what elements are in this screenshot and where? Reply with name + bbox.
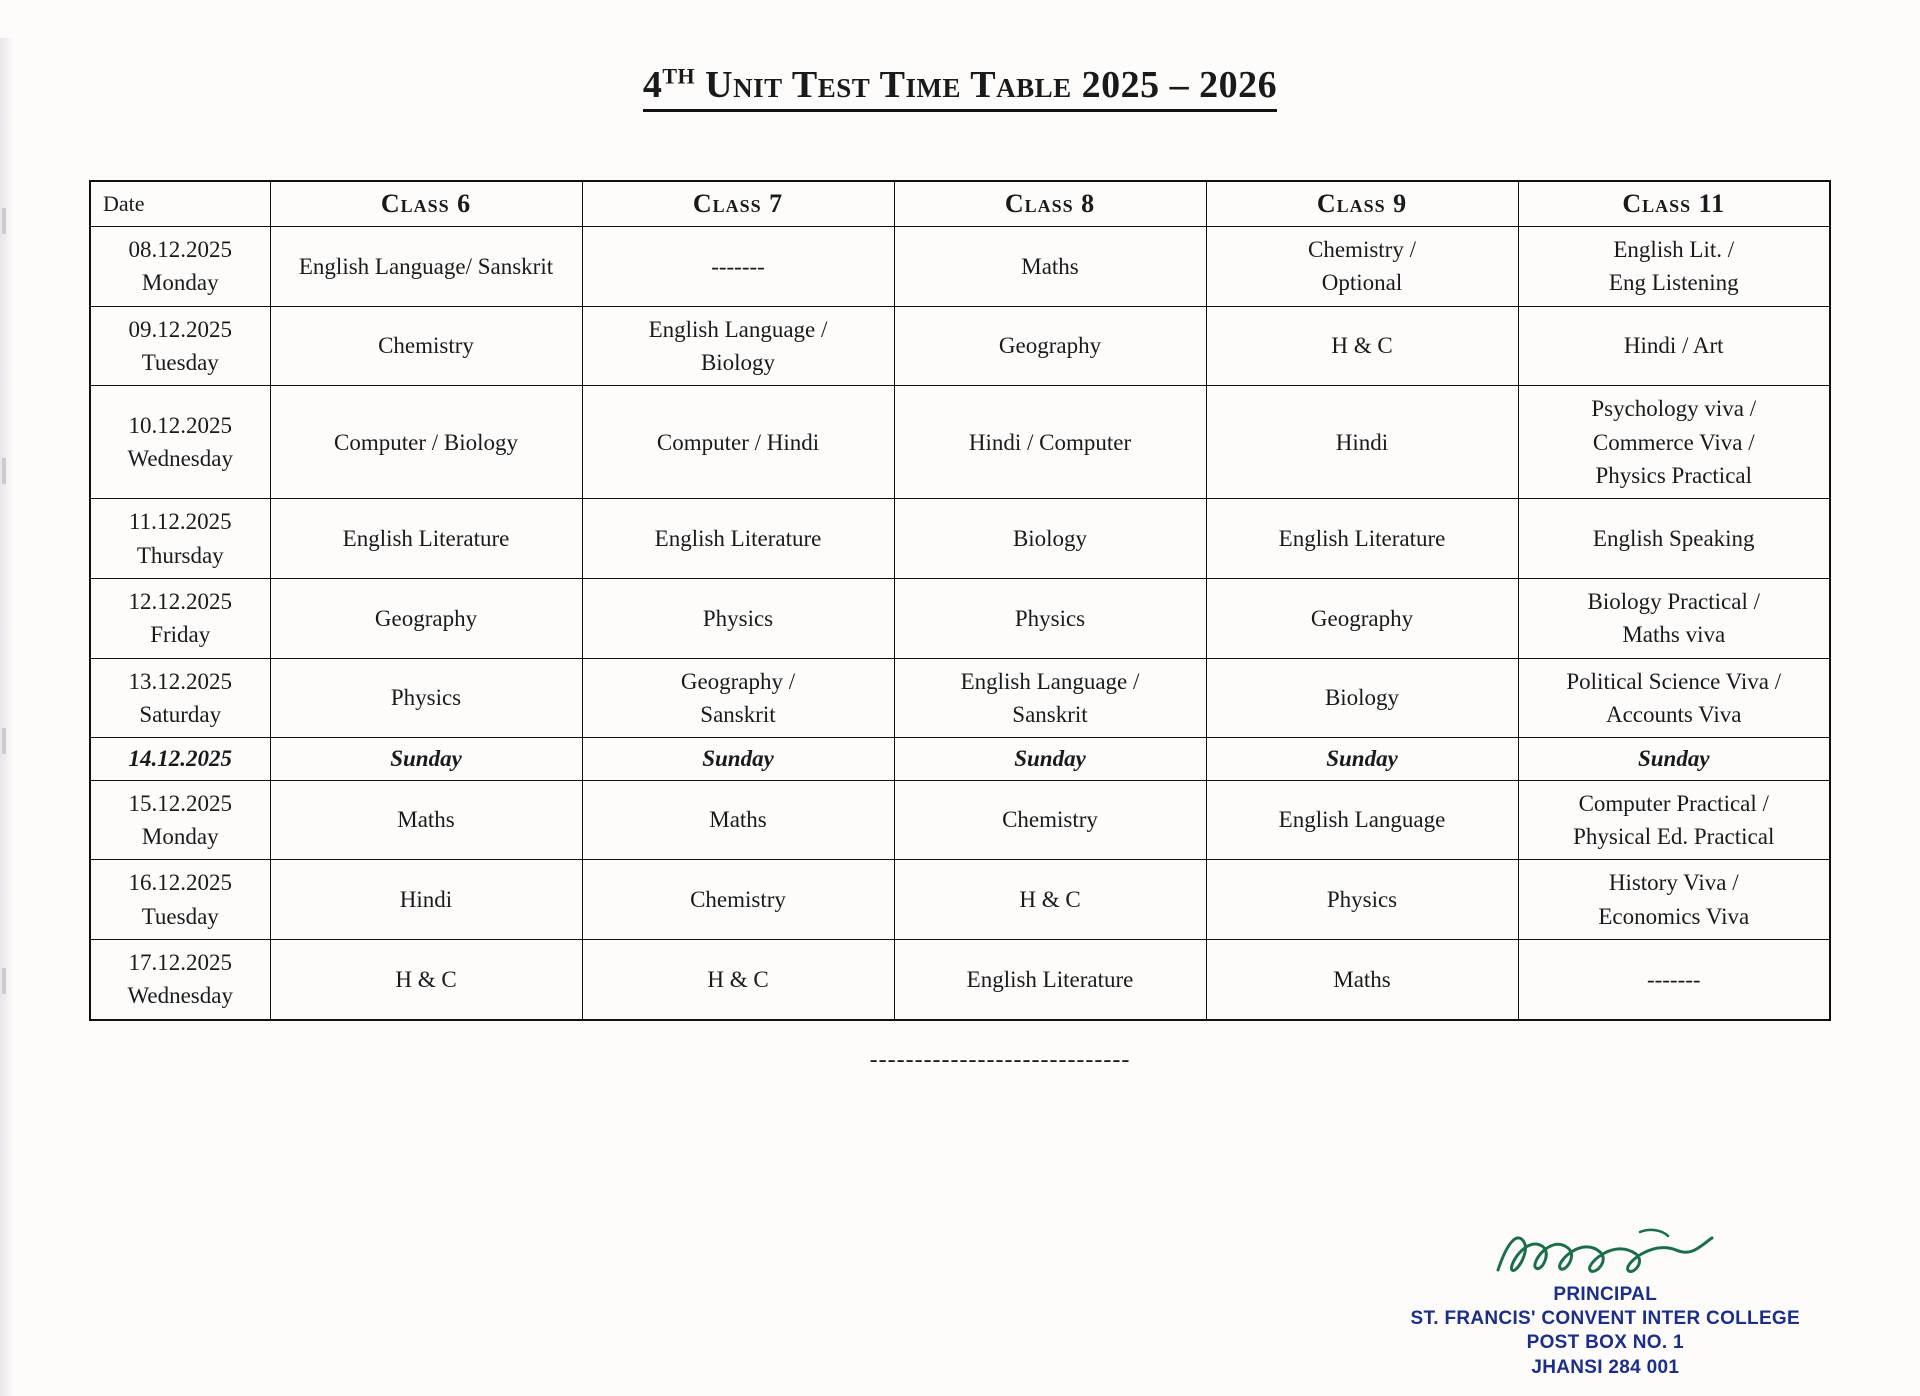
signature-text-lines	[1411, 1283, 1800, 1380]
column-header-class-7: Class 7	[582, 181, 894, 227]
day-value: Saturday	[139, 702, 222, 728]
cell-class-7: H & C	[582, 940, 894, 1020]
paper-edge-mark	[2, 458, 6, 484]
cell-class-11: English Speaking	[1518, 499, 1830, 579]
title-text: Unit Test Time Table 2025 – 2026	[705, 64, 1278, 107]
column-header-class-9: Class 9	[1206, 181, 1518, 227]
table-row	[90, 940, 1830, 1020]
cell-line: Chemistry /	[1308, 236, 1416, 262]
date-value: 17.12.2025	[128, 950, 232, 976]
day-value: Monday	[141, 824, 219, 850]
column-header-class-8: Class 8	[894, 181, 1206, 227]
cell-line: Geography /	[680, 668, 796, 694]
cell-class-6: Hindi	[270, 860, 582, 940]
date-value: 15.12.2025	[128, 790, 232, 816]
cell-class-6: Physics	[270, 658, 582, 738]
table-row	[90, 658, 1830, 738]
date-value: 12.12.2025	[128, 589, 232, 614]
cell-class-7: Computer / Hindi	[582, 386, 894, 499]
cell-class-11: -------	[1518, 940, 1830, 1020]
cell-class-9: English Literature	[1206, 499, 1518, 579]
cell-class-9: Geography	[1206, 579, 1518, 659]
cell-class-8	[894, 658, 1206, 738]
day-value: Thursday	[136, 542, 224, 568]
column-header-class-6: Class 6	[270, 181, 582, 227]
date-value: 13.12.2025	[128, 668, 232, 694]
table-row	[90, 226, 1830, 306]
paper-edge-mark	[2, 728, 6, 754]
day-value: Monday	[141, 270, 219, 296]
cell-line: Psychology viva /	[1591, 396, 1757, 422]
cell-class-6: Sunday	[270, 738, 582, 780]
signature-icon	[1490, 1226, 1720, 1282]
date-value: 16.12.2025	[128, 870, 232, 896]
cell-class-9	[1206, 226, 1518, 306]
title-ordinal-suffix: TH	[662, 63, 696, 89]
cell-class-6: Geography	[270, 579, 582, 659]
header-row	[90, 181, 1830, 227]
paper-left-edge	[0, 38, 14, 1396]
cell-class-7: English Literature	[582, 499, 894, 579]
cell-class-8: Physics	[894, 579, 1206, 659]
title-ordinal-number: 4	[642, 64, 663, 107]
cell-line: English Language /	[960, 668, 1140, 694]
cell-class-8: H & C	[894, 860, 1206, 940]
cell-class-9: H & C	[1206, 306, 1518, 386]
signature-line-principal: PRINCIPAL	[1553, 1283, 1658, 1305]
signature-line-postbox: POST BOX NO. 1	[1526, 1332, 1684, 1354]
day-value: Tuesday	[141, 349, 219, 375]
timetable-header	[90, 181, 1830, 227]
cell-date	[90, 226, 270, 306]
table-row	[90, 386, 1830, 499]
day-value: Wednesday	[127, 446, 233, 472]
day-value: Tuesday	[141, 903, 219, 929]
column-header-date: Date	[90, 181, 270, 227]
cell-line: Maths viva	[1622, 622, 1726, 648]
cell-class-9: Biology	[1206, 658, 1518, 738]
cell-class-11	[1518, 780, 1830, 860]
cell-line: Political Science Viva /	[1566, 668, 1782, 694]
signature-line-school: ST. FRANCIS' CONVENT INTER COLLEGE	[1410, 1308, 1800, 1330]
cell-class-11	[1518, 226, 1830, 306]
cell-line: English Language /	[648, 316, 828, 342]
cell-date	[90, 658, 270, 738]
cell-class-9: Physics	[1206, 860, 1518, 940]
cell-class-8: English Literature	[894, 940, 1206, 1020]
cell-date	[90, 499, 270, 579]
cell-class-7	[582, 658, 894, 738]
page-title	[643, 63, 1277, 112]
signature-line-city: JHANSI 284 001	[1531, 1356, 1680, 1378]
cell-date	[90, 940, 270, 1020]
cell-line: Sanskrit	[700, 702, 776, 728]
footer-separator: -----------------------------	[869, 1046, 1131, 1073]
cell-line: Accounts Viva	[1605, 702, 1742, 728]
cell-line: Economics Viva	[1598, 903, 1750, 929]
cell-class-7: Chemistry	[582, 860, 894, 940]
cell-line: Biology	[700, 349, 776, 375]
cell-class-7: Maths	[582, 780, 894, 860]
principal-signature-block	[1411, 1226, 1800, 1380]
page-title-container	[0, 38, 1920, 138]
cell-class-8: Biology	[894, 499, 1206, 579]
cell-class-11	[1518, 386, 1830, 499]
cell-date	[90, 579, 270, 659]
table-row	[90, 780, 1830, 860]
cell-class-11	[1518, 658, 1830, 738]
cell-date	[90, 780, 270, 860]
date-value: 08.12.2025	[128, 236, 232, 262]
cell-class-6: Computer / Biology	[270, 386, 582, 499]
cell-line: Physical Ed. Practical	[1573, 824, 1775, 850]
cell-line: English Lit. /	[1613, 236, 1735, 262]
cell-class-11	[1518, 860, 1830, 940]
cell-class-6: English Literature	[270, 499, 582, 579]
cell-class-8: Geography	[894, 306, 1206, 386]
cell-line: Eng Listening	[1608, 270, 1739, 296]
cell-class-9: Hindi	[1206, 386, 1518, 499]
cell-line: Physics Practical	[1595, 462, 1752, 488]
cell-class-7: Sunday	[582, 738, 894, 780]
column-header-class-11: Class 11	[1518, 181, 1830, 227]
cell-class-6: Maths	[270, 780, 582, 860]
cell-class-6: H & C	[270, 940, 582, 1020]
table-row	[90, 860, 1830, 940]
cell-class-9: Sunday	[1206, 738, 1518, 780]
cell-class-9: English Language	[1206, 780, 1518, 860]
table-row	[90, 579, 1830, 659]
table-row	[90, 499, 1830, 579]
cell-class-6: Chemistry	[270, 306, 582, 386]
cell-class-9: Maths	[1206, 940, 1518, 1020]
cell-class-8: Chemistry	[894, 780, 1206, 860]
cell-class-8: Sunday	[894, 738, 1206, 780]
timetable-body	[90, 226, 1830, 1019]
cell-date	[90, 386, 270, 499]
cell-line: Optional	[1321, 270, 1403, 296]
cell-line: Commerce Viva /	[1592, 429, 1755, 455]
cell-class-8: Hindi / Computer	[894, 386, 1206, 499]
cell-class-6: English Language/ Sanskrit	[270, 226, 582, 306]
day-value: Wednesday	[127, 983, 233, 1009]
paper-edge-mark	[2, 208, 6, 234]
day-value: Friday	[150, 622, 211, 648]
timetable	[89, 180, 1831, 1021]
cell-date	[90, 860, 270, 940]
cell-date: 14.12.2025	[90, 738, 270, 780]
cell-class-11: Sunday	[1518, 738, 1830, 780]
cell-class-11: Hindi / Art	[1518, 306, 1830, 386]
cell-class-7: Physics	[582, 579, 894, 659]
cell-date	[90, 306, 270, 386]
date-value: 09.12.2025	[128, 316, 232, 342]
cell-line: History Viva /	[1608, 870, 1739, 896]
cell-line: Sanskrit	[1012, 702, 1088, 728]
cell-line: Computer Practical /	[1578, 790, 1769, 816]
cell-class-7: -------	[582, 226, 894, 306]
table-row	[90, 306, 1830, 386]
date-value: 10.12.2025	[128, 412, 232, 438]
date-value: 11.12.2025	[128, 509, 232, 535]
paper-edge-mark	[2, 968, 6, 994]
table-row	[90, 738, 1830, 780]
cell-line: Biology Practical /	[1587, 589, 1760, 614]
cell-class-8: Maths	[894, 226, 1206, 306]
cell-class-7	[582, 306, 894, 386]
cell-class-11	[1518, 579, 1830, 659]
